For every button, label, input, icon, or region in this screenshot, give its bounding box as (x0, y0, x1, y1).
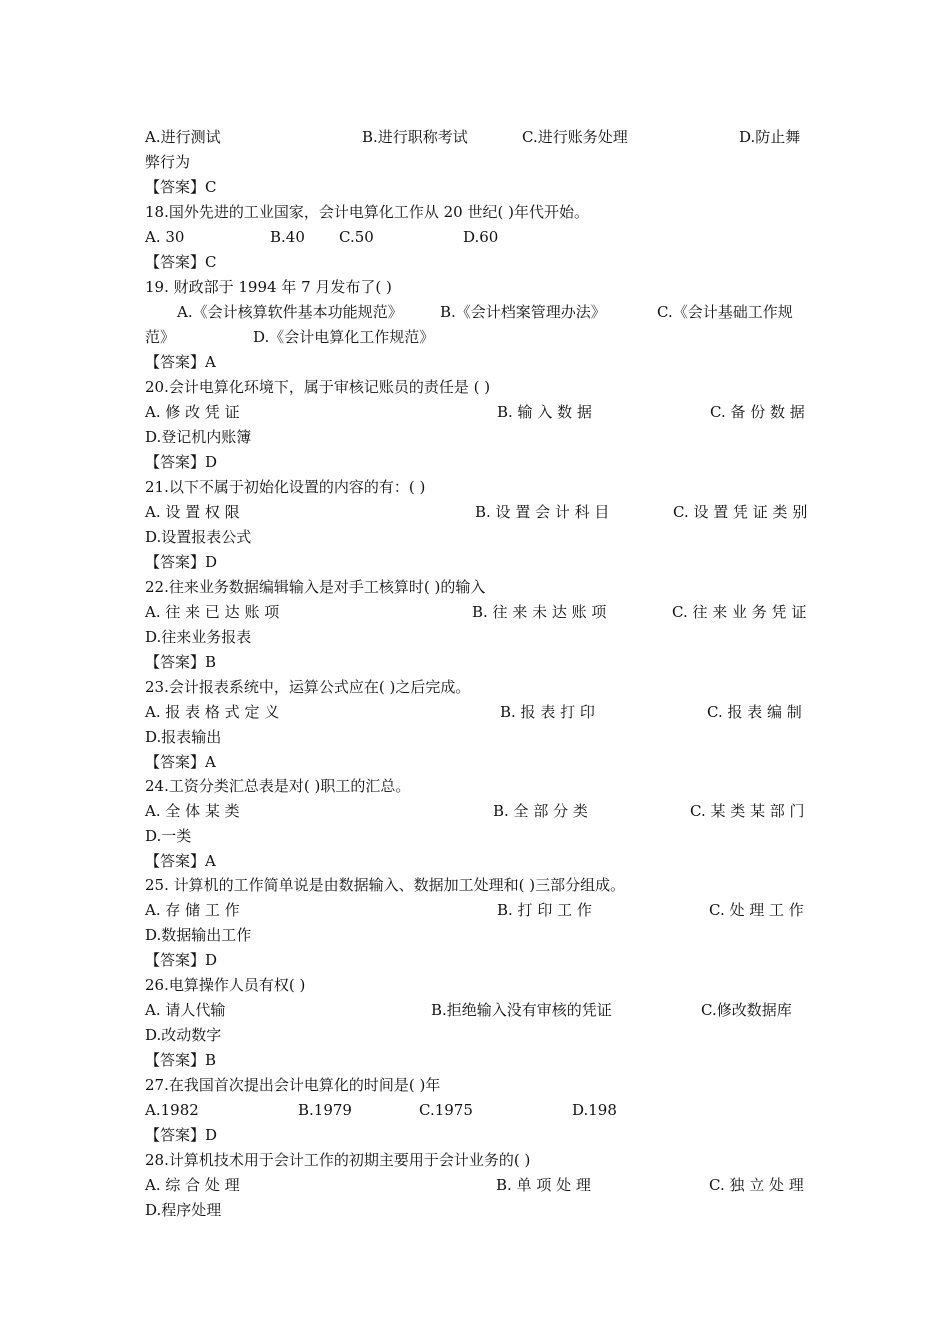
options-row (0, 801, 950, 821)
option-d: D.一类 (145, 827, 192, 845)
answer: 【答案】A (145, 353, 216, 371)
option-a: A.1982 (145, 1101, 199, 1119)
option-a: A. 全 体 某 类 (145, 802, 240, 820)
option-a: A. 修 改 凭 证 (145, 403, 240, 421)
option-d: D.往来业务报表 (145, 628, 252, 646)
option-d: D.198 (572, 1101, 617, 1119)
option-c: C.《会计基础工作规 (657, 303, 793, 321)
option-b: B. 报 表 打 印 (500, 703, 595, 721)
question-18: 18.国外先进的工业国家，会计电算化工作从 20 世纪( )年代开始。 (145, 203, 589, 221)
question-20: 20.会计电算化环境下，属于审核记账员的责任是 ( ) (145, 378, 491, 396)
question-19: 19. 财政部于 1994 年 7 月发布了( ) (145, 278, 392, 296)
option-b: B. 往 来 未 达 账 项 (472, 603, 607, 621)
question-27: 27.在我国首次提出会计电算化的时间是( )年 (145, 1076, 441, 1094)
option-c: C. 某 类 某 部 门 (690, 802, 805, 820)
option-d: D.登记机内账簿 (145, 428, 252, 446)
option-a: A. 报 表 格 式 定 义 (145, 703, 280, 721)
options-row (0, 227, 950, 247)
option-b: B. 全 部 分 类 (493, 802, 588, 820)
options-row (0, 1000, 950, 1020)
option-d: D.数据输出工作 (145, 926, 252, 944)
options-row (0, 602, 950, 622)
question-23: 23.会计报表系统中，运算公式应在( )之后完成。 (145, 678, 471, 696)
option-d: D.程序处理 (145, 1201, 222, 1219)
answer: 【答案】A (145, 852, 216, 870)
option-b: B. 单 项 处 理 (496, 1176, 591, 1194)
option-b: B. 输 入 数 据 (497, 403, 592, 421)
options-row (0, 327, 950, 347)
option-b: B.《会计档案管理办法》 (440, 303, 606, 321)
options-row (0, 502, 950, 522)
option-b: B.进行职称考试 (362, 128, 468, 146)
option-d: D.防止舞 (739, 128, 801, 146)
option-d: D.改动数字 (145, 1026, 222, 1044)
question-26: 26.电算操作人员有权( ) (145, 976, 306, 994)
option-b: B.1979 (298, 1101, 352, 1119)
option-a: A. 请人代输 (145, 1001, 226, 1019)
option-d: D.设置报表公式 (145, 528, 252, 546)
answer: 【答案】B (145, 653, 217, 671)
option-b: B.拒绝输入没有审核的凭证 (431, 1001, 612, 1019)
option-c: C.修改数据库 (701, 1001, 792, 1019)
option-c: C.进行账务处理 (522, 128, 628, 146)
options-row (0, 127, 950, 147)
option-a: A. 设 置 权 限 (145, 503, 240, 521)
option-b: B. 打 印 工 作 (497, 901, 592, 919)
option-b: B. 设 置 会 计 科 目 (475, 503, 610, 521)
option-c: C. 备 份 数 据 (710, 403, 805, 421)
answer: 【答案】A (145, 753, 216, 771)
option-c: C. 独 立 处 理 (709, 1176, 804, 1194)
options-row (0, 702, 950, 722)
options-row (0, 402, 950, 422)
option-c: C. 处 理 工 作 (709, 901, 804, 919)
option-a: A. 存 储 工 作 (145, 901, 240, 919)
options-row (0, 302, 950, 322)
answer: 【答案】C (145, 178, 217, 196)
option-c: C. 往 来 业 务 凭 证 (672, 603, 807, 621)
option-c: C. 设 置 凭 证 类 别 (673, 503, 808, 521)
option-continuation: 弊行为 (145, 153, 191, 171)
options-row (0, 900, 950, 920)
question-22: 22.往来业务数据编辑输入是对手工核算时( )的输入 (145, 578, 486, 596)
options-row (0, 1175, 950, 1195)
question-21: 21.以下不属于初始化设置的内容的有：( ) (145, 478, 426, 496)
answer: 【答案】D (145, 951, 218, 969)
option-a: A.《会计核算软件基本功能规范》 (177, 303, 403, 321)
answer: 【答案】C (145, 253, 217, 271)
answer: 【答案】D (145, 553, 218, 571)
option-a: A. 往 来 已 达 账 项 (145, 603, 280, 621)
option-d: D.报表输出 (145, 728, 222, 746)
question-25: 25. 计算机的工作简单说是由数据输入、数据加工处理和( )三部分组成。 (145, 876, 626, 894)
option-d: D.60 (463, 228, 499, 246)
option-d: D.《会计电算化工作规范》 (253, 328, 435, 346)
option-a: A. 30 (145, 228, 185, 246)
option-continuation: 范》 (145, 328, 176, 346)
answer: 【答案】D (145, 453, 218, 471)
question-24: 24.工资分类汇总表是对( )职工的汇总。 (145, 777, 411, 795)
option-a: A.进行测试 (145, 128, 221, 146)
option-c: C. 报 表 编 制 (707, 703, 802, 721)
option-b: B.40 (270, 228, 305, 246)
option-c: C.1975 (419, 1101, 473, 1119)
answer: 【答案】B (145, 1051, 217, 1069)
question-28: 28.计算机技术用于会计工作的初期主要用于会计业务的( ) (145, 1151, 531, 1169)
option-c: C.50 (339, 228, 374, 246)
options-row (0, 1100, 950, 1120)
answer: 【答案】D (145, 1126, 218, 1144)
option-a: A. 综 合 处 理 (145, 1176, 240, 1194)
